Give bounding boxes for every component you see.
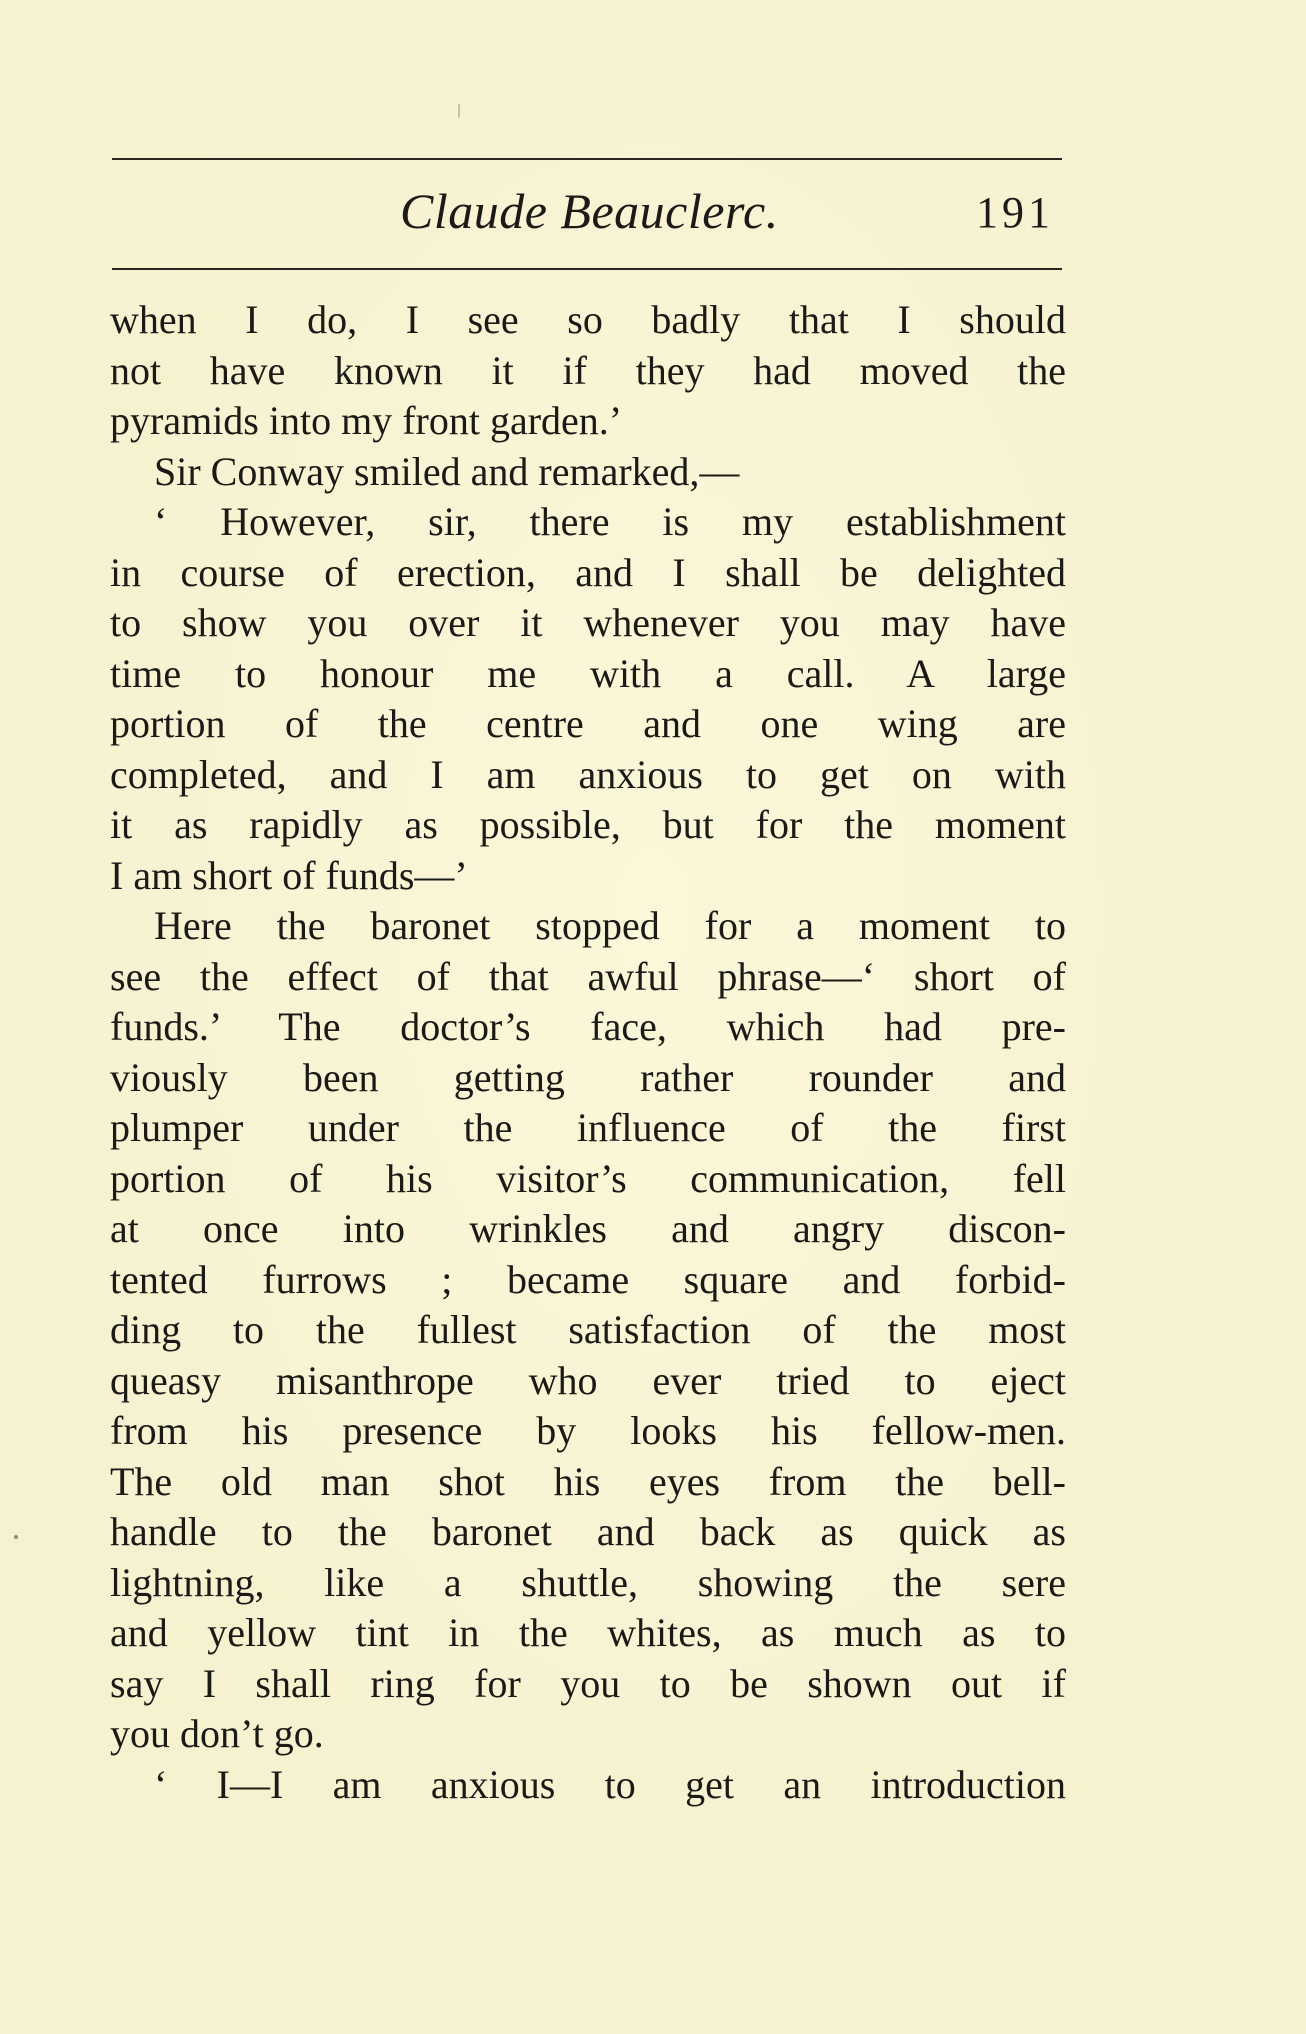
text-line: completed, and I am anxious to get on with	[110, 751, 1066, 797]
paper-speck	[14, 1535, 18, 1539]
text-line: in course of erection, and I shall be delighted	[110, 549, 1066, 595]
running-title: Claude Beauclerc.	[400, 183, 779, 239]
text-line: pyramids into my front garden.’	[110, 398, 623, 443]
paper-speck	[458, 104, 460, 118]
text-line: and yellow tint in the whites, as much as to	[110, 1610, 1066, 1655]
text-line: funds.’ The doctor’s face, which had pre-	[110, 1004, 1066, 1049]
text-line: portion of the centre and one wing are	[110, 701, 1066, 746]
text-line: I am short of funds—’	[110, 852, 468, 898]
text-line: at once into wrinkles and angry discon-	[110, 1206, 1066, 1251]
text-line: Sir Conway smiled and remarked,—	[154, 448, 740, 494]
body-text	[110, 295, 1066, 1810]
running-head	[112, 176, 1062, 246]
header-rule-bottom	[112, 268, 1062, 270]
text-line: handle to the baronet and back as quick as	[110, 1509, 1066, 1554]
text-line: see the effect of that awful phrase—‘ short of	[110, 953, 1066, 999]
text-line: from his presence by looks his fellow-men.	[110, 1408, 1066, 1453]
text-line: it as rapidly as possible, but for the moment	[110, 802, 1066, 847]
text-line: not have known it if they had moved the	[110, 347, 1066, 393]
text-line: Here the baronet stopped for a moment to	[154, 903, 1066, 948]
text-line: The old man shot his eyes from the bell-	[110, 1458, 1066, 1504]
text-line: ‘ I—I am anxious to get an introduction	[154, 1761, 1066, 1807]
text-line: ding to the fullest satisfaction of the most	[110, 1307, 1066, 1352]
text-line: when I do, I see so badly that I should	[110, 297, 1066, 342]
text-line: viously been getting rather rounder and	[110, 1054, 1066, 1100]
text-line: say I shall ring for you to be shown out if	[110, 1660, 1066, 1706]
text-line: queasy misanthrope who ever tried to eject	[110, 1357, 1066, 1403]
text-line: time to honour me with a call. A large	[110, 650, 1066, 696]
text-line: portion of his visitor’s communication, fell	[110, 1155, 1066, 1201]
text-line: ‘ However, sir, there is my establishment	[154, 499, 1066, 544]
text-line: to show you over it whenever you may have	[110, 600, 1066, 645]
text-line: you don’t go.	[110, 1711, 324, 1756]
text-line: plumper under the influence of the first	[110, 1105, 1066, 1150]
header-rule-top	[112, 158, 1062, 160]
page-number: 191	[976, 188, 1054, 237]
text-line: lightning, like a shuttle, showing the sere	[110, 1559, 1066, 1605]
text-line: tented furrows ; became square and forbid-	[110, 1256, 1066, 1302]
